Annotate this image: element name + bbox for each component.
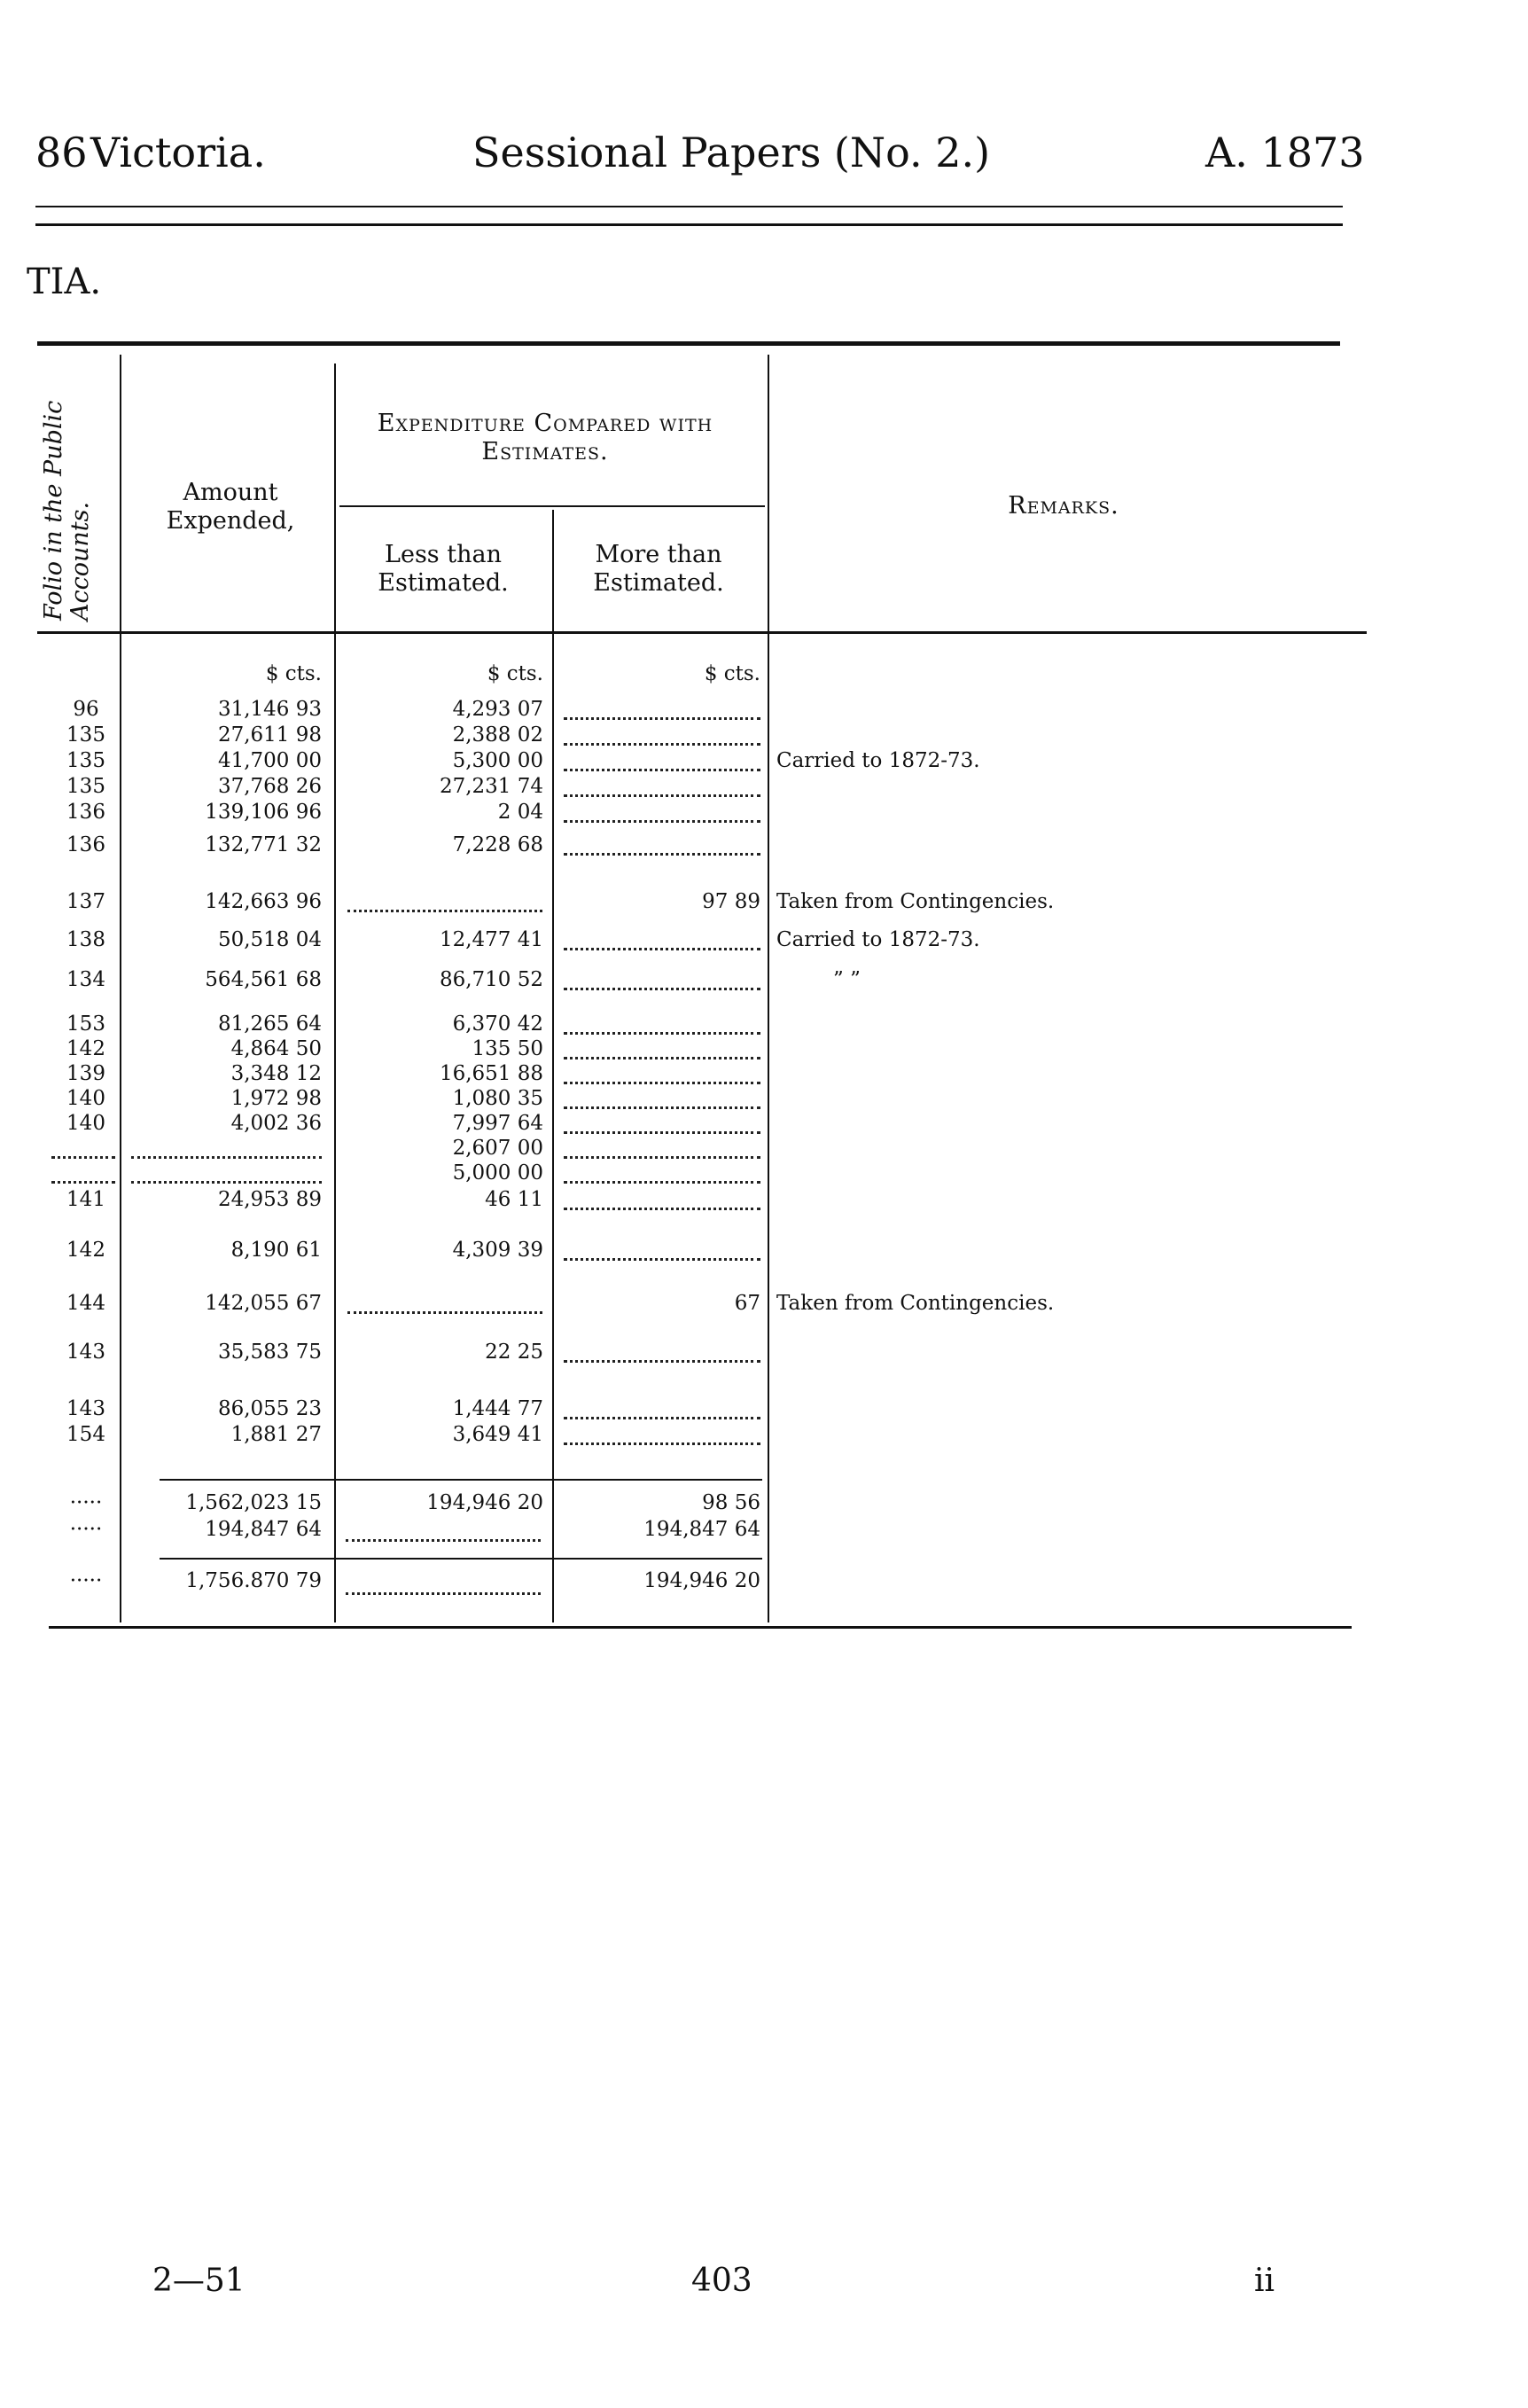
row-amount: 41,700 00 (217, 749, 322, 772)
amount-divider (334, 364, 336, 1622)
row-more-leader (564, 853, 760, 856)
row-folio: 137 (66, 890, 105, 913)
row-folio: 140 (66, 1087, 105, 1110)
header-bottom-rule (37, 631, 1367, 634)
row-less: 2 04 (497, 801, 543, 824)
row-more-leader (564, 1106, 760, 1109)
row-more-leader (564, 1156, 760, 1159)
document-title: Sessional Papers (No. 2.) (472, 129, 991, 176)
row-more: 97 89 (702, 890, 760, 913)
row-more-leader (564, 1360, 760, 1363)
row-more-leader (564, 1417, 760, 1419)
footer-signature: 2—51 (152, 2263, 246, 2299)
grand-total-folio-dots: ····· (69, 1569, 103, 1592)
row-more-leader (564, 988, 760, 990)
row-remark: Taken from Contingencies. (776, 1292, 1055, 1315)
amount-column-header: Amount Expended, (166, 479, 295, 535)
folio-divider (120, 355, 121, 1622)
row-less: 27,231 74 (439, 775, 543, 798)
row-amount: 1,881 27 (230, 1423, 322, 1446)
row-less: 3,649 41 (452, 1423, 543, 1446)
row-folio: 136 (66, 801, 105, 824)
row-amount: 3,348 12 (230, 1062, 322, 1085)
subtotal-less: 194,946 20 (426, 1491, 543, 1514)
balance-folio-dots: ····· (69, 1518, 103, 1541)
balance-less-leader (346, 1539, 541, 1542)
row-less: 5,300 00 (452, 749, 543, 772)
amount-unit: $ cts. (265, 662, 322, 685)
row-amount-leader (131, 1181, 322, 1184)
row-amount: 132,771 32 (205, 833, 322, 856)
row-less-leader (347, 910, 542, 912)
row-more-leader (564, 1057, 760, 1059)
row-amount: 31,146 93 (217, 698, 322, 721)
row-more-leader (564, 1181, 760, 1184)
row-folio: 143 (66, 1341, 105, 1364)
row-more-leader (564, 717, 760, 720)
row-less: 86,710 52 (439, 968, 543, 991)
row-less: 2,388 02 (452, 723, 543, 747)
row-more-leader (564, 820, 760, 823)
balance-more: 194,847 64 (643, 1518, 760, 1541)
row-amount: 564,561 68 (205, 968, 322, 991)
row-amount: 139,106 96 (205, 801, 322, 824)
row-folio: 141 (66, 1188, 105, 1211)
row-amount: 81,265 64 (217, 1012, 322, 1036)
row-more-leader (564, 1032, 760, 1035)
row-less: 135 50 (472, 1037, 543, 1060)
row-folio: 134 (66, 968, 105, 991)
less-column-header: Less than Estimated. (378, 541, 509, 597)
row-amount: 1,972 98 (230, 1087, 322, 1110)
row-more-leader (564, 769, 760, 771)
row-amount: 8,190 61 (230, 1239, 322, 1262)
row-amount: 35,583 75 (217, 1341, 322, 1364)
row-remark: Taken from Contingencies. (776, 890, 1055, 913)
row-amount-leader (131, 1156, 322, 1159)
row-less: 4,309 39 (452, 1239, 543, 1262)
less-unit: $ cts. (487, 662, 543, 685)
grand-total-less-leader (346, 1592, 541, 1595)
row-less: 7,997 64 (452, 1112, 543, 1135)
subtotal-amount: 1,562,023 15 (185, 1491, 322, 1514)
row-amount: 50,518 04 (217, 928, 322, 951)
folio-column-header: Folio in the Public Accounts. (40, 400, 94, 621)
row-folio: 154 (66, 1423, 105, 1446)
row-folio: 139 (66, 1062, 105, 1085)
row-less: 6,370 42 (452, 1012, 543, 1036)
row-folio: 144 (66, 1292, 105, 1315)
subtotal-rule (160, 1479, 762, 1481)
comparison-group-header: Expenditure Compared with Estimates. (377, 410, 713, 465)
row-more-leader (564, 1258, 760, 1261)
row-less: 1,444 77 (452, 1397, 543, 1420)
row-amount: 142,055 67 (205, 1292, 322, 1315)
row-less: 46 11 (485, 1188, 543, 1211)
row-folio: 138 (66, 928, 105, 951)
grand-total-rule (160, 1558, 762, 1560)
row-less: 16,651 88 (439, 1062, 543, 1085)
row-amount: 4,002 36 (230, 1112, 322, 1135)
remarks-column-header: Remarks. (1008, 492, 1119, 520)
row-folio: 135 (66, 749, 105, 772)
row-more-leader (564, 743, 760, 746)
row-less: 4,293 07 (452, 698, 543, 721)
row-more-leader (564, 1208, 760, 1210)
row-folio: 142 (66, 1239, 105, 1262)
row-folio: 136 (66, 833, 105, 856)
row-folio: 153 (66, 1012, 105, 1036)
row-amount: 4,864 50 (230, 1037, 322, 1060)
remarks-divider (768, 355, 769, 1622)
row-less-leader (347, 1311, 542, 1314)
more-column-header: More than Estimated. (593, 541, 724, 597)
row-less: 2,607 00 (452, 1137, 543, 1160)
table-top-rule (37, 341, 1340, 346)
row-folio: 142 (66, 1037, 105, 1060)
balance-amount: 194,847 64 (205, 1518, 322, 1541)
row-more-leader (564, 794, 760, 797)
row-more-leader (564, 1131, 760, 1134)
table-bottom-rule (49, 1626, 1352, 1629)
row-less: 22 25 (485, 1341, 543, 1364)
row-less: 1,080 35 (452, 1087, 543, 1110)
header-rule-bottom (35, 223, 1343, 226)
row-more: 67 (734, 1292, 760, 1315)
year-label: A. 1873 (1205, 129, 1365, 176)
row-folio: 135 (66, 723, 105, 747)
header-rule-top (35, 206, 1343, 207)
row-amount: 24,953 89 (217, 1188, 322, 1211)
more-unit: $ cts. (704, 662, 760, 685)
row-more-leader (564, 1442, 760, 1445)
page-number-header: 86 (35, 129, 88, 176)
row-remark: Carried to 1872-73. (776, 928, 980, 951)
row-remark: Carried to 1872-73. (776, 749, 980, 772)
subtotal-folio-dots: ····· (69, 1491, 103, 1514)
subtotal-more: 98 56 (702, 1491, 760, 1514)
row-more-leader (564, 948, 760, 950)
row-remark: ” ” (833, 968, 861, 991)
row-more-leader (564, 1082, 760, 1084)
comparison-group-rule (339, 505, 765, 507)
row-amount: 142,663 96 (205, 890, 322, 913)
row-folio: 135 (66, 775, 105, 798)
grand-total-amount: 1,756.870 79 (185, 1569, 322, 1592)
row-amount: 37,768 26 (217, 775, 322, 798)
row-folio-leader (51, 1156, 115, 1159)
row-folio: 96 (73, 698, 99, 721)
row-less: 5,000 00 (452, 1161, 543, 1184)
row-amount: 86,055 23 (217, 1397, 322, 1420)
row-less: 7,228 68 (452, 833, 543, 856)
row-less: 12,477 41 (439, 928, 543, 951)
grand-total-more: 194,946 20 (643, 1569, 760, 1592)
footer-page-number: 403 (691, 2263, 752, 2299)
less-more-divider (552, 510, 554, 1622)
fragment-label: TIA. (27, 262, 102, 302)
footer-section: ii (1254, 2263, 1275, 2299)
row-folio-leader (51, 1181, 115, 1184)
row-folio: 143 (66, 1397, 105, 1420)
province-title: Victoria. (90, 129, 266, 176)
row-folio: 140 (66, 1112, 105, 1135)
row-amount: 27,611 98 (217, 723, 322, 747)
